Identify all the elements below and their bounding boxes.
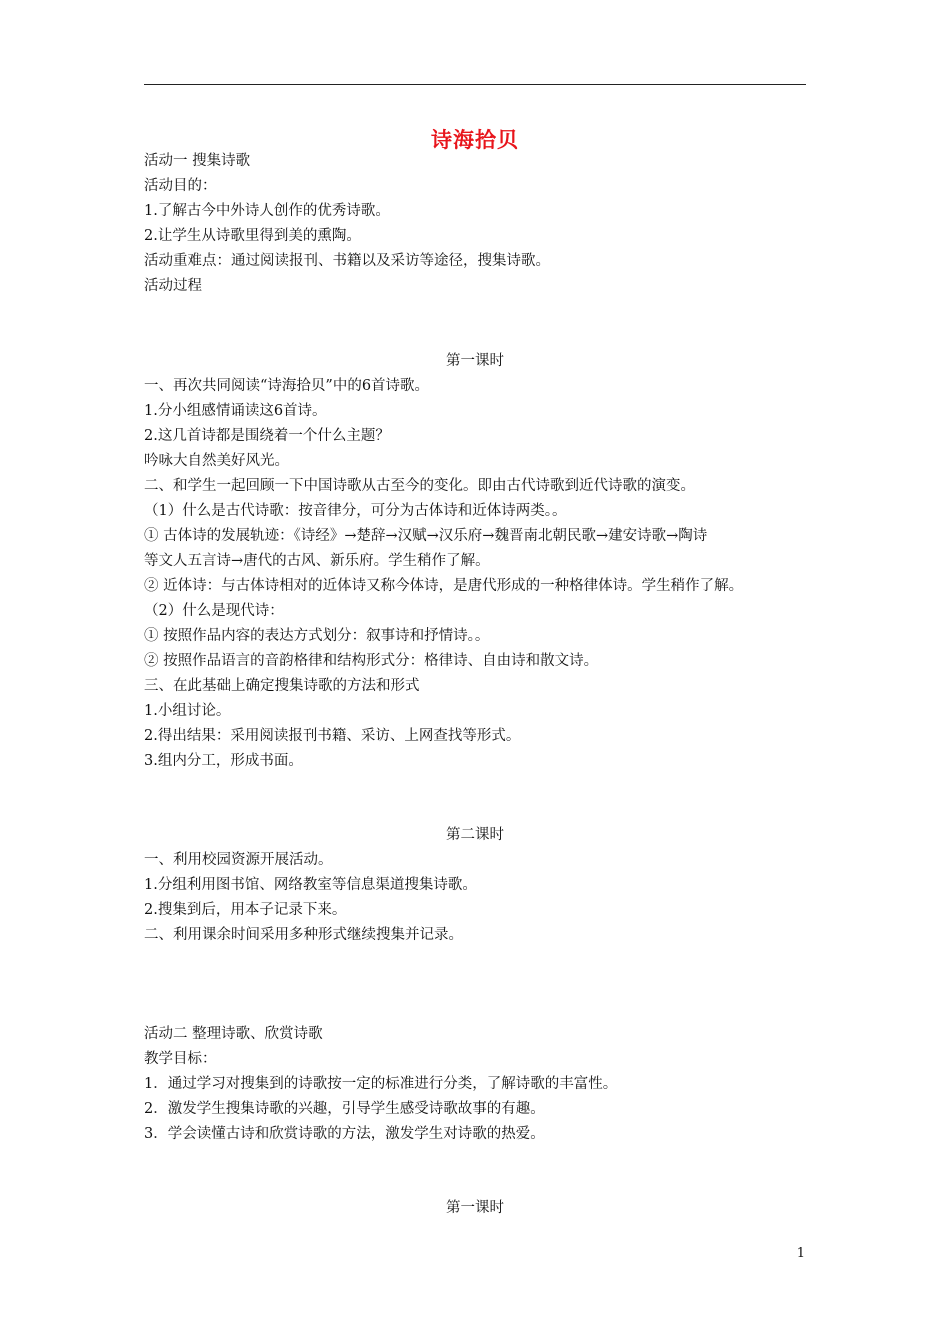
page-number: 1 bbox=[796, 1246, 805, 1261]
lesson1-line: 2.得出结果：采用阅读报刊书籍、采访、上网查找等形式。 bbox=[144, 728, 521, 744]
activity2-goal: 1．通过学习对搜集到的诗歌按一定的标准进行分类，了解诗歌的丰富性。 bbox=[144, 1076, 618, 1092]
lesson1-line: 3.组内分工，形成书面。 bbox=[144, 753, 303, 769]
lesson2-line: 1.分组利用图书馆、网络教室等信息渠道搜集诗歌。 bbox=[144, 877, 477, 893]
lesson1-line: ① 古体诗的发展轨迹：《诗经》→楚辞→汉赋→汉乐府→魏晋南北朝民歌→建安诗歌→陶诗 bbox=[144, 528, 708, 544]
header-rule bbox=[144, 84, 806, 85]
lesson1-line: 三、在此基础上确定搜集诗歌的方法和形式 bbox=[144, 678, 420, 694]
activity2-goal: 3．学会读懂古诗和欣赏诗歌的方法，激发学生对诗歌的热爱。 bbox=[144, 1126, 545, 1142]
activity2-goal: 2．激发学生搜集诗歌的兴趣，引导学生感受诗歌故事的有趣。 bbox=[144, 1101, 545, 1117]
lesson-heading: 第二课时 bbox=[446, 827, 504, 843]
lesson1-line: （1）什么是古代诗歌：按音律分，可分为古体诗和近体诗两类。。 bbox=[144, 503, 567, 519]
activity1-heading: 活动一 搜集诗歌 bbox=[144, 153, 251, 169]
activity2-heading: 活动二 整理诗歌、欣赏诗歌 bbox=[144, 1026, 323, 1042]
lesson1-line: 2.这几首诗都是围绕着一个什么主题？ bbox=[144, 428, 390, 444]
lesson-heading: 第一课时 bbox=[446, 353, 504, 369]
activity2-goal-label: 教学目标： bbox=[144, 1051, 217, 1067]
lesson1-line: 等文人五言诗→唐代的古风、新乐府。学生稍作了解。 bbox=[144, 553, 490, 569]
lesson-heading: 第一课时 bbox=[446, 1200, 504, 1216]
lesson1-line: 吟咏大自然美好风光。 bbox=[144, 453, 289, 469]
lesson2-line: 2.搜集到后，用本子记录下来。 bbox=[144, 902, 347, 918]
lesson2-line: 二、利用课余时间采用多种形式继续搜集并记录。 bbox=[144, 927, 463, 943]
activity1-key-points: 活动重难点：通过阅读报刊、书籍以及采访等途径，搜集诗歌。 bbox=[144, 253, 550, 269]
lesson1-line: 1.分小组感情诵读这6首诗。 bbox=[144, 403, 327, 419]
activity1-goal-label: 活动目的： bbox=[144, 178, 217, 194]
activity1-goal: 2.让学生从诗歌里得到美的熏陶。 bbox=[144, 228, 361, 244]
activity1-goal: 1.了解古今中外诗人创作的优秀诗歌。 bbox=[144, 203, 390, 219]
lesson1-line: ② 按照作品语言的音韵格律和结构形式分：格律诗、自由诗和散文诗。 bbox=[144, 653, 599, 669]
lesson1-line: 二、和学生一起回顾一下中国诗歌从古至今的变化。即由古代诗歌到近代诗歌的演变。 bbox=[144, 478, 695, 494]
lesson1-line: ① 按照作品内容的表达方式划分：叙事诗和抒情诗。。 bbox=[144, 628, 490, 644]
lesson1-line: 一、再次共同阅读“诗海拾贝”中的6首诗歌。 bbox=[144, 378, 430, 394]
lesson1-line: （2）什么是现代诗： bbox=[144, 603, 284, 619]
lesson1-line: 1.小组讨论。 bbox=[144, 703, 231, 719]
document-title: 诗海拾贝 bbox=[431, 128, 519, 152]
lesson1-line: ② 近体诗：与古体诗相对的近体诗又称今体诗，是唐代形成的一种格律体诗。学生稍作了解。 bbox=[144, 578, 744, 594]
activity1-process-label: 活动过程 bbox=[144, 278, 202, 294]
lesson2-line: 一、利用校园资源开展活动。 bbox=[144, 852, 333, 868]
